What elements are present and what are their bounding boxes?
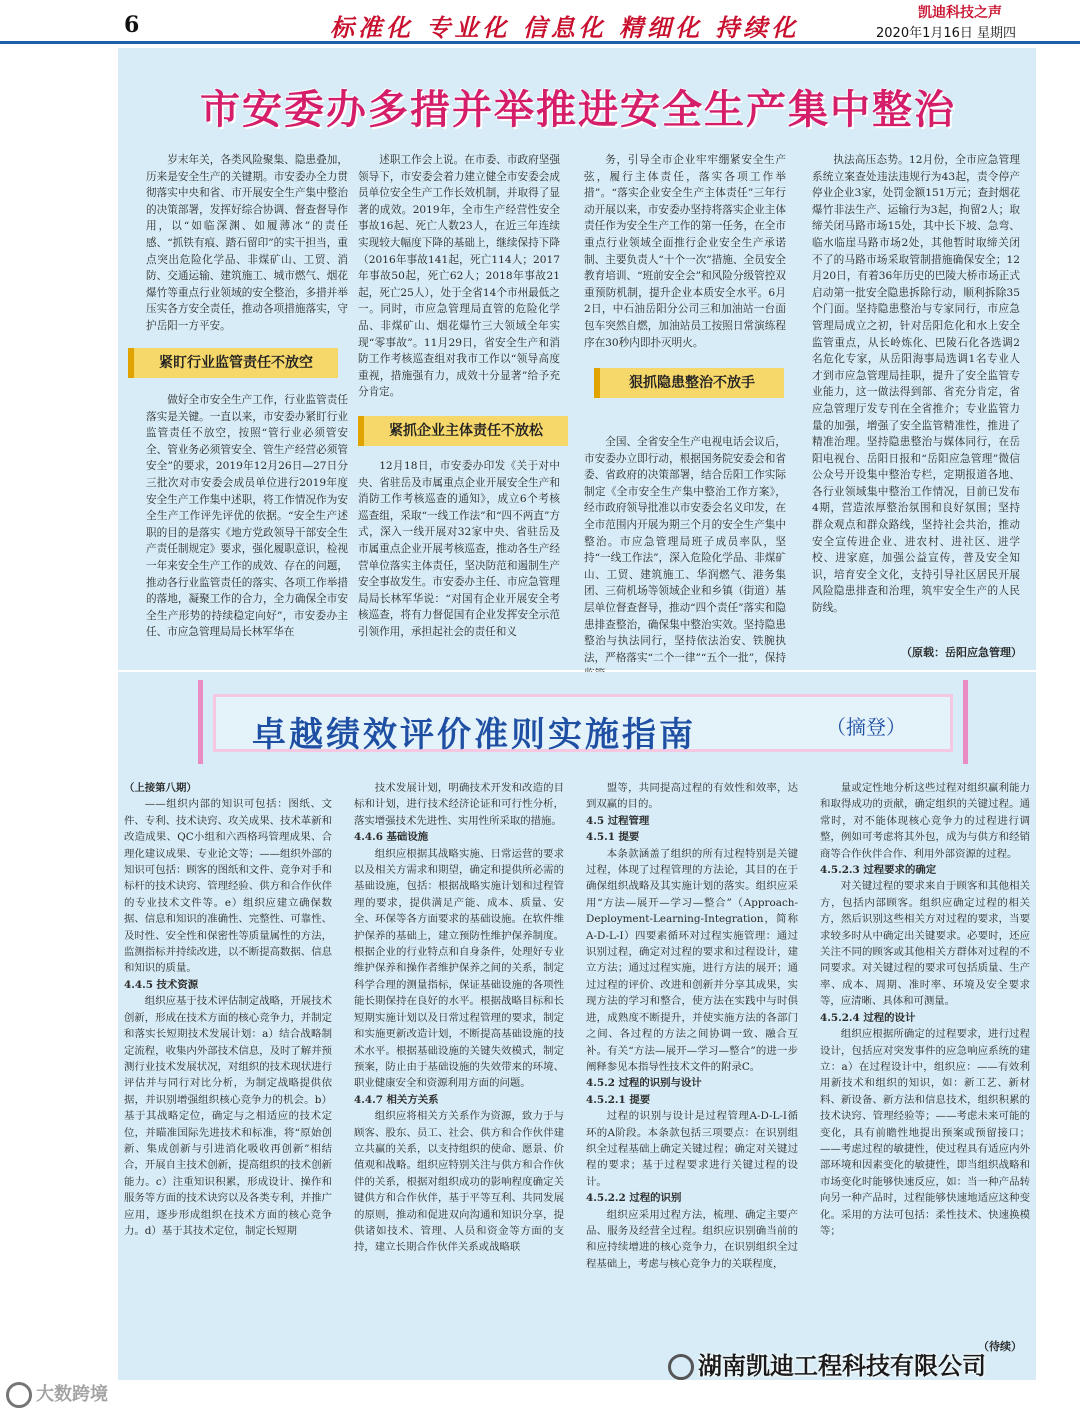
paragraph: 述职工作会上说。在市委、市政府坚强领导下，市安委会着力建立健全市安委会成员单位安全生产工作长效机制，并取得了显著的成效。2019年，全市生产经营性安全事故16起、死亡人数23人，在近三年连续实现较大幅度下降的基础上，继续保持下降（2016年事故141起，死亡114人；2017年事故50起，死亡62人；2018年事故21起，死亡25人），处于全省14个市州最低之一。同时，市应急管理局直管的危险化学品、非煤矿山、烟花爆竹三大领域全年实现“零事故”。11月29日，省安全生产和消防工作考核巡查组对我市工作以“领导高度重视，措施强有力，成效十分显著”给予充分肯定。 <box>358 154 560 399</box>
section-heading: 4.4.6 基础设施 <box>354 831 429 844</box>
article2-col4 <box>820 780 1030 1356</box>
article2-col2 <box>354 780 564 1356</box>
section-heading: 4.5 过程管理 <box>586 814 650 827</box>
masthead-slogan: 标准化 专业化 信息化 精细化 持续化 <box>330 13 800 42</box>
to-be-continued: （待续） <box>978 1340 1022 1353</box>
article1-col2 <box>358 152 560 456</box>
section-heading: 4.5.1 提要 <box>586 831 640 844</box>
paragraph: 过程的识别与设计是过程管理A-D-L-I循环的A阶段。本条款包括三项要点：在识别组织全过程基础上确定关键过程；确定对关键过程的要求；基于过程要求进行关键过程的设计。 <box>586 1110 798 1188</box>
paragraph: 本条款涵盖了组织的所有过程特别是关键过程，体现了过程管理的方法论，其目的在于确保组织战略及其实施计划的落实。组织应采用“方法—展开—学习—整合”（Approach-Deployment-Learning-Integration，简称A-D-L-I）四要素循环对过程实施管理：通过识别过程，确定对过程的要求和过程设计，建立方法；通过过程实施，进行方法的展开；通过过程的评价、改进和创新并分享其成果，实现方法的学习和整合，使方法在实践中与时俱进，成熟度不断提升，并使实施方法的各部门之间、各过程的方法之间协调一致、融合互补。有关“方法—展开—学习—整合”的进一步阐释参见本指导性技术文件的附录C。 <box>586 847 798 1073</box>
section-heading: 4.5.2.4 过程的设计 <box>820 1011 916 1024</box>
article1-col1 <box>146 152 348 330</box>
section-heading: 4.4.7 相关方关系 <box>354 1093 439 1106</box>
article1-subhead-2: 紧抓企业主体责任不放松 <box>358 416 568 446</box>
section-heading: 4.5.2 过程的识别与设计 <box>586 1077 702 1090</box>
watermark-left-text: 大数跨境 <box>36 1384 108 1405</box>
paragraph: 组织应采用过程方法，梳理、确定主要产品、服务及经营全过程。组织应识别确当前的和应持续增进的核心竞争力，在识别组织全过程基础上，考虑与核心竞争力的关联程度， <box>586 1208 798 1270</box>
article1-col2b <box>358 458 560 644</box>
article1-col3 <box>584 152 786 352</box>
paragraph: 技术发展计划，明确技术开发和改造的目标和计划，进行技术经济论证和可行性分析，落实增强技术先进性、实用性所采取的措施。 <box>354 782 564 827</box>
article2-col3 <box>586 780 798 1356</box>
masthead <box>0 0 1080 44</box>
article1-subhead-1: 紧盯行业监管责任不放空 <box>128 348 338 378</box>
issue-date: 2020年1月16日 星期四 <box>876 26 1017 41</box>
paragraph: 全国、全省安全生产电视电话会议后，市安委办立即行动，根据国务院安委会和省委、省政府的决策部署，结合岳阳工作实际制定《全市安全生产集中整治工作方案》，经市政府领导批准以市安委会名义印发，在全市范围内开展为期三个月的安全生产集中整治。市应急管理局班子成员率队，坚持“一线工作法”，深入危险化学品、非煤矿山、工贸、建筑施工、华润燃气、港务集团、三荷机场等领域企业和乡镇（街道）基层单位督查督导，推动“四个责任”落实和隐患排查整治，确保集中整治实效。坚持隐患整治与执法同行，坚持依法治安、铁腕执法，严格落实“二个一律”“五个一批”，保持 <box>584 436 786 664</box>
article1-col1b <box>146 392 348 642</box>
article1-source: （原载：岳阳应急管理） <box>901 646 1022 659</box>
watermark-left <box>6 1380 108 1408</box>
paragraph: 对关键过程的要求来自于顾客和其他相关方，包括内部顾客。组织应确定过程的相关方，然后识别这些相关方对过程的要求，当要求较多时从中确定出关键要求。必要时，还应关注不同的顾客或其他相关方群体对过程的不同要求。对关键过程的要求可包括质量、生产率、成本、周期、准时率、环境及安全要求等，应清晰、具体和可测量。 <box>820 880 1030 1008</box>
section-heading: 4.5.2.1 提要 <box>586 1093 651 1106</box>
continued-note: （上接第八期） <box>124 782 197 794</box>
article1-headline: 市安委办多措并举推进安全生产集中整治 <box>200 87 956 133</box>
paragraph: 务，引导全市企业牢牢绷紧安全生产弦，履行主体责任，落实各项工作举措”。“落实企业安全生产主体责任”三年行动开展以来，市安委办坚持将落实企业主体责任作为安全生产工作的第一任务，在全市重点行业领域全面推行企业安全生产承诺制、主要负责人“十个一次”措施、全员安全教育培训、“班前安全会”和风险分级管控双重预防机制，提升企业本质安全水平。6月2日，中石油岳阳分公司三和加油站一台面包车突然自燃，加油站员工按照日常演练程序在30秒内即扑灭明火。 <box>584 154 786 349</box>
paragraph: 12月18日，市安委办印发《关于对中央、省驻岳及市属重点企业开展安全生产和消防工作考核巡查的通知》，成立6个考核巡查组，采取“一线工作法”和“四不两直”方式，深入一线开展对32家中央、省驻岳及市属重点企业开展考核巡查，推动各生产经营单位落实主体责任，坚决防范和遏制生产安全事故发生。市安委办主任、市应急管理局局长林军华说：“对国有企业开展安全考核巡查，将有力督促国有企业发挥安全示范引领作用，承担起社会的责任和义 <box>358 460 560 638</box>
article1-subhead-3: 狠抓隐患整治不放手 <box>594 368 784 398</box>
watermark-right-text: 湖南凯迪工程科技有限公司 <box>698 1352 986 1380</box>
article-performance-guide <box>118 672 1036 1380</box>
wechat-logo-icon <box>668 1354 694 1380</box>
paragraph: ——组织内部的知识可包括：图纸、文件、专利、技术诀窍、攻关成果、技术革新和改造成果、QC小组和六西格玛管理成果、合理化建议成果、专业论文等；——组织外部的知识可包括：顾客的图纸和文件、竞争对手和标杆的技术诀窍、管理经验、供方和合作伙伴的专业技术文件等。e）组织应建立确保数据、信息和知识的准确性、完整性、可靠性、及时性、安全性和保密性等质量属性的方法，监测指标并持续改进，以不断提高数据、信息和知识的质量。 <box>124 798 332 975</box>
paragraph: 组织应根据所确定的过程要求，进行过程设计，包括应对突发事件的应急响应系统的建立：a）在过程设计中，组织应：——有效利用新技术和组织的知识，如：新工艺、新材料、新设备、新方法和信息技术，组织积累的技术诀窍、管理经验等；——考虑未来可能的变化，具有前瞻性地提出预案或预留接口；——考虑过程的敏捷性，使过程具有适应内外部环境和因素变化的敏捷性，即当组织战略和市场变化时能够快速反应，如：当一种产品转向另一种产品时，过程能够快速地适应这种变化。采用的方法可包括：柔性技术、快速换模等； <box>820 1028 1030 1237</box>
article2-excerpt-tag: （摘登） <box>826 715 906 739</box>
article2-banner <box>213 694 953 755</box>
paper-name: 凯迪科技之声 <box>918 5 1002 21</box>
article2-col1 <box>124 780 332 1356</box>
section-heading: 4.4.5 技术资源 <box>124 978 199 991</box>
page-number: 6 <box>124 12 140 38</box>
paragraph: 组织应基于技术评估制定战略，开展技术创新，形成在技术方面的核心竞争力，并制定和落实长短期技术发展计划：a）结合战略制定流程，收集内外部技术信息，及时了解并预测行业技术发展状况，对组织的技术现状进行评估并与同行对比分析，为制定战略提供依据，并识别增强组织核心竞争力的机会。b）基于其战略定位，确定与之相适应的技术定位，并瞄准国际先进技术和标准，将“原始创新、集成创新与引进消化吸收再创新”相结合，开展自主技术创新，提高组织的技术创新能力。c）注重知识积累，形成设计、操作和服务等方面的技术诀窍以及各类专利，并推广应用，逐步形成组织在技术方面的核心竞争力。d）基于其技术定位，制定长短期 <box>124 995 332 1237</box>
watermark-logo-icon <box>6 1382 32 1408</box>
section-heading: 4.5.2.2 过程的识别 <box>586 1192 682 1205</box>
paragraph: 做好全市安全生产工作，行业监管责任落实是关键。一直以来，市安委办紧盯行业监管责任不放空，按照“管行业必须管安全、管业务必须管安全、管生产经营必须管安全”的要求，2019年12月26日—27日分三批次对市安委会成员单位进行2019年度安全生产工作集中述职，将工作情况作为安全生产工作评先评优的依据。“安全生产述职的目的是落实《地方党政领导干部安全生产责任制规定》要求，强化履职意识，检视一年来安全生产工作的成效、存在的问题，推动各行业监管责任的落实、各项工作举措的落地，凝聚工作的合力，全力确保全市安全生产形势的持续稳定向好”，市安委办主任、市应急管理局局长林军华在 <box>146 394 348 639</box>
paragraph: 量或定性地分析这些过程对组织赢利能力和取得成功的贡献，确定组织的关键过程。通常时，对不能体现核心竞争力的过程进行调整，例如可考虑将其外包，成为与供方和经销商等合作伙伴合作、利用外部资源的过程。 <box>820 782 1030 860</box>
paragraph: 组织应将相关方关系作为资源，致力于与顾客、股东、员工、社会、供方和合作伙伴建立共赢的关系，以支持组织的使命、愿景、价值观和战略。组织应特别关注与供方和合作伙伴的关系，根据对组织成功的影响程度确定关键供方和合作伙伴，基于平等互利、共同发展的原则，推动和促进双向沟通和知识分享，提供诸如技术、管理、人员和资金等方面的支持，建立长期合作伙伴关系或战略联 <box>354 1110 564 1254</box>
article2-headline: 卓越绩效评价准则实施指南 <box>252 715 696 755</box>
paragraph: 岁末年关，各类风险聚集、隐患叠加，历来是安全生产的关键期。市安委办全力贯彻落实中央和省、市开展安全生产集中整治的决策部署，发挥好综合协调、督查督导作用，以“如临深渊、如履薄冰”的责任感、“抓铁有痕、踏石留印”的实干担当，重点突出危险化学品、非煤矿山、工贸、消防、交通运输、建筑施工、城市燃气、烟花爆竹等重点行业领域的安全整治，多措并举压实各方安全责任，推动各项措施落实，守护岳阳一方平安。 <box>146 154 348 332</box>
article-safety-rectification <box>118 48 1036 670</box>
paragraph: 组织应根据其战略实施、日常运营的要求以及相关方需求和期望，确定和提供所必需的基础设施，包括：根据战略实施计划和过程管理的要求，提供满足产能、成本、质量、安全、环保等各方面要求的基础设施。在软件维护保养的基础上，建立预防性维护保养制度。根据企业的行业特点和自身条件，处理好专业维护保养和操作者维护保养之间的关系，制定科学合理的测量指标，保证基础设施的各项性能长期保持在良好的水平。根据战略目标和长短期实施计划以及日常过程管理的要求，制定和实施更新改造计划，不断提高基础设施的技术水平。根据基础设施的关键失效模式，制定预案，防止由于基础设施的失效带来的环境、职业健康安全和资源利用方面的问题。 <box>354 847 564 1090</box>
article1-col3b <box>584 434 786 664</box>
paragraph: 执法高压态势。12月份，全市应急管理系统立案查处违法违规行为43起，责令停产停业企业3家，处罚金额151万元；查封烟花爆竹非法生产、运输行为3起，拘留2人；取缔关闭马路市场15处，其中长下坡、急弯、临水临崖马路市场2处，其他暂时取缔关闭不了的马路市场采取管制措施确保安全；12月20日，有着36年历史的巴陵大桥市场正式启动第一批安全隐患拆除行动，顺利拆除35个门面。坚持隐患整治与专家同行，市应急管理局成立之初，针对岳阳危化和水上安全监管重点，从长岭炼化、巴陵石化各选调2名危化专家，从岳阳海事局选调1名专业人才到市应急管理局挂职，提升了安全监管专业能力，这一做法得到部、省充分肯定，省应急管理厅发专刊在全省推介；专业监管力量的加强，增强了安全监管精准性，推进了精准治理。坚持隐患整治与媒体同行，在岳阳电视台、岳阳日报和“岳阳应急管理”微信公众号开设集中整治专栏，定期报道各地、各行业领域集中整治工作情况，目前已发布4期，营造浓厚整治氛围和良好氛围；坚持群众观点和群众路线，坚持社会共治，推动安全宣传进企业、进农村、进社区、进学校、进家庭，加强公益宣传，普及安全知识，培育安全文化，支持引导社区居民开展风险隐患排查和治理，筑牢安全生产的人民防线。 <box>812 154 1020 615</box>
paragraph: 盟等，共同提高过程的有效性和效率，达到双赢的目的。 <box>586 782 798 811</box>
section-heading: 4.5.2.3 过程要求的确定 <box>820 864 937 877</box>
watermark-right <box>668 1346 986 1381</box>
article2-banner-frame <box>198 680 968 764</box>
article1-col4 <box>812 152 1020 640</box>
